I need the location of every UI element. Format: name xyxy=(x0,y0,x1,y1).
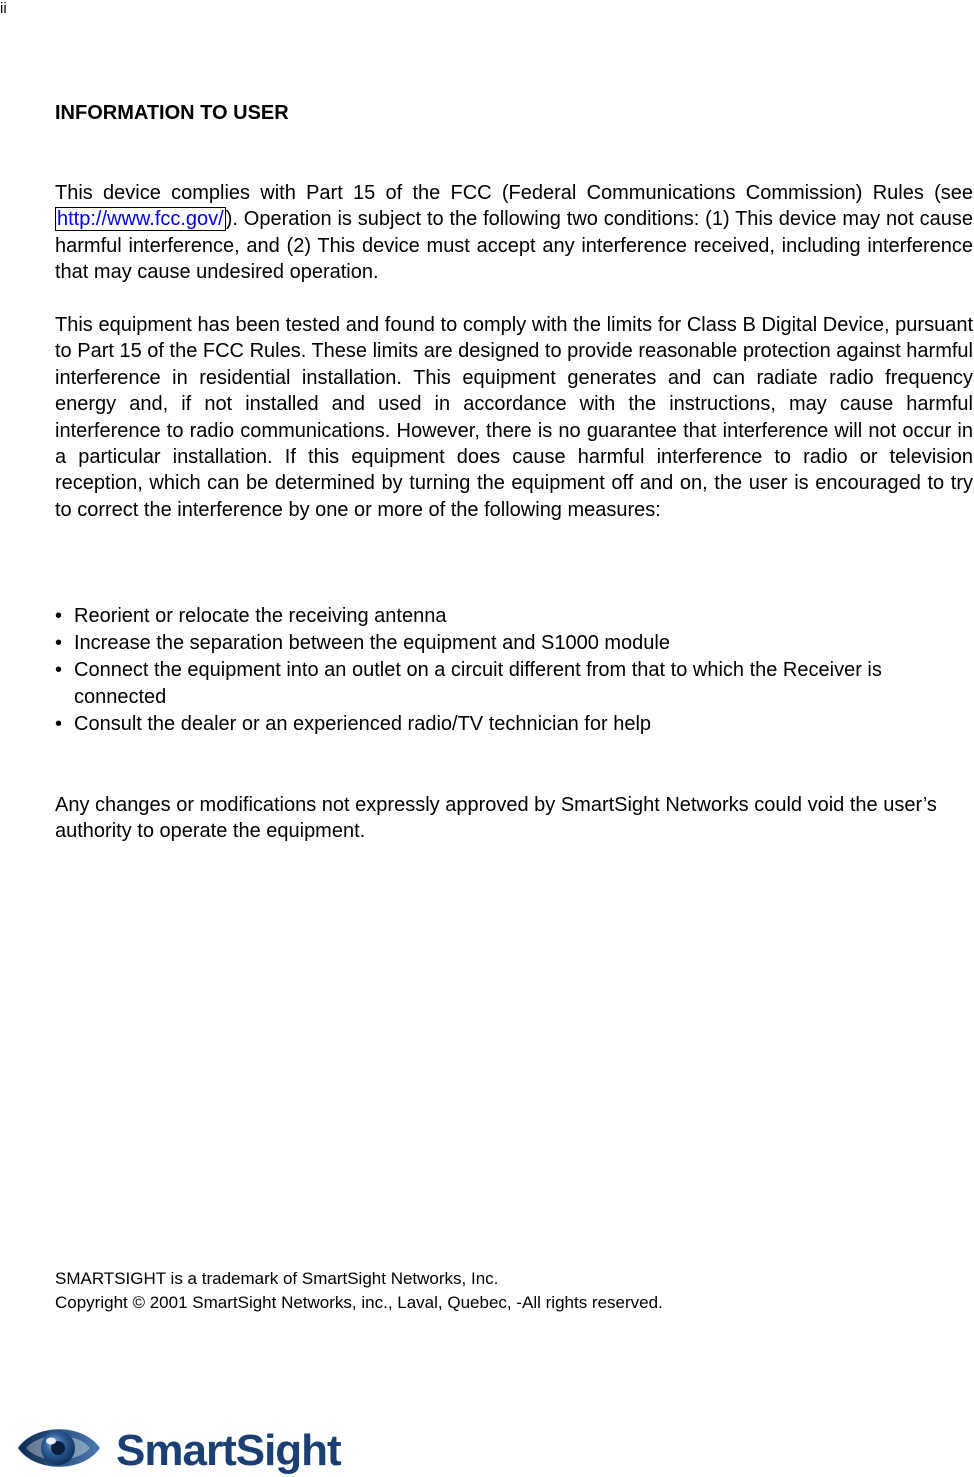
bullet-icon: • xyxy=(55,659,63,681)
list-item xyxy=(55,657,955,711)
para1-text-before: This device complies with Part 15 of the FCC (Federal Communications Commission) Rules (see xyxy=(55,182,973,204)
fcc-website-link[interactable]: http://www.fcc.gov/ xyxy=(57,208,224,231)
trademark-notice: SMARTSIGHT is a trademark of SmartSight Networks, Inc. xyxy=(55,1269,499,1288)
fcc-compliance-paragraph xyxy=(55,180,973,286)
page-number: ii xyxy=(0,0,7,17)
eye-logo-icon xyxy=(18,1429,100,1467)
bullet-icon: • xyxy=(55,632,63,654)
logo-text: SmartSight xyxy=(116,1426,341,1475)
list-item-text: Increase the separation between the equipment and S1000 module xyxy=(74,632,670,654)
page-title: INFORMATION TO USER xyxy=(55,102,289,124)
bullet-icon: • xyxy=(55,713,63,735)
list-item xyxy=(55,630,955,657)
smartsight-logo xyxy=(16,1418,361,1476)
footer xyxy=(55,1267,663,1315)
para1-text-after: ). Operation is subject to the following two conditions: (1) This device may not cause harmful interference, and (2) This device must accept any interference received, including interference that may cause undesired operation. xyxy=(55,208,973,284)
measures-list xyxy=(55,603,955,738)
class-b-paragraph: This equipment has been tested and found to comply with the limits for Class B Digital Device, pursuant to Part 15 of the FCC Rules. These limits are designed to provide reasonable protection against harmful interference in residential installation. This equipment generates and can radiate radio frequency energy and, if not installed and used in accordance with the instructions, may cause harmful interference to radio communications. However, there is no guarantee that interference will not occur in a particular installation. If this equipment does cause harmful interference to radio or television reception, which can be determined by turning the equipment off and on, the user is encouraged to try to correct the interference by one or more of the following measures: xyxy=(55,314,973,521)
list-item-text: Reorient or relocate the receiving antenna xyxy=(74,605,447,627)
bullet-icon: • xyxy=(55,605,63,627)
list-item-text: Consult the dealer or an experienced radio/TV technician for help xyxy=(74,713,652,735)
copyright-notice: Copyright © 2001 SmartSight Networks, inc., Laval, Quebec, -All rights reserved. xyxy=(55,1293,663,1312)
modifications-paragraph: Any changes or modifications not expressly approved by SmartSight Networks could void the user’s authority to operate the equipment. xyxy=(55,794,937,843)
list-item xyxy=(55,603,955,630)
list-item-text: Connect the equipment into an outlet on a circuit different from that to which the Receiver is connected xyxy=(74,659,882,708)
list-item xyxy=(55,711,955,738)
